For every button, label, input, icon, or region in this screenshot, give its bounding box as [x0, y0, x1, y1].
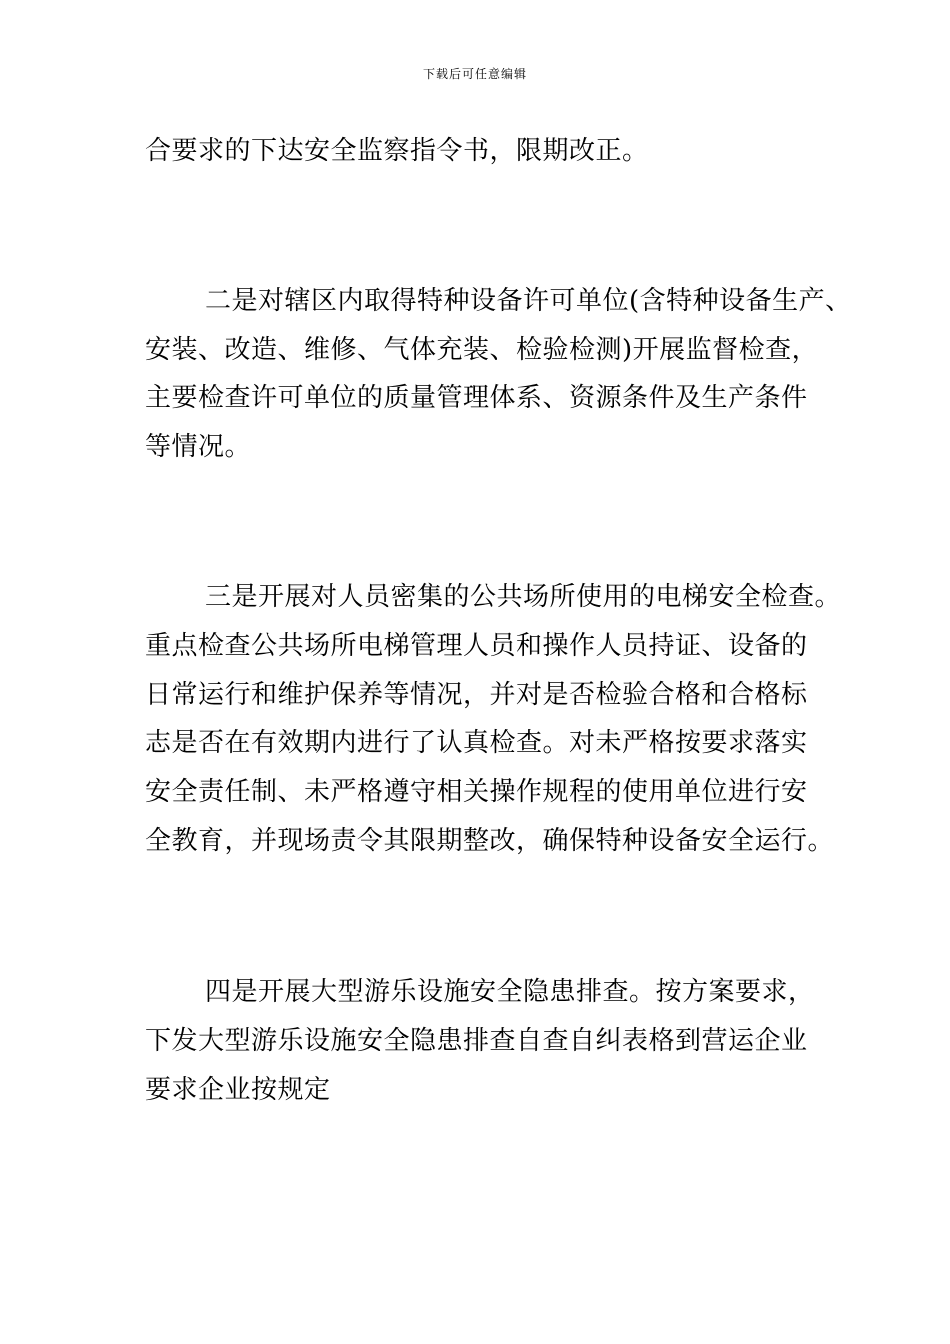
paragraph-line: 志是否在有效期内进行了认真检查。对未严格按要求落实	[145, 728, 808, 758]
paragraph-line: 合要求的下达安全监察指令书，限期改正。	[145, 136, 649, 166]
paragraph-line: 要求企业按规定	[145, 1075, 331, 1105]
paragraph-line: 三是开展对人员密集的公共场所使用的电梯安全检查。	[205, 582, 842, 612]
paragraph-line: 全教育，并现场责令其限期整改，确保特种设备安全运行。	[145, 826, 835, 856]
paragraph-line: 安全责任制、未严格遵守相关操作规程的使用单位进行安	[145, 777, 808, 807]
paragraph-line: 等情况。	[145, 432, 252, 462]
paragraph-line: 主要检查许可单位的质量管理体系、资源条件及生产条件	[145, 383, 808, 413]
paragraph-line: 安装、改造、维修、气体充装、检验检测)开展监督检查，	[145, 335, 819, 365]
paragraph-line: 日常运行和维护保养等情况，并对是否检验合格和合格标	[145, 680, 808, 710]
paragraph-line: 四是开展大型游乐设施安全隐患排查。按方案要求，	[205, 977, 815, 1007]
paragraph-line: 重点检查公共场所电梯管理人员和操作人员持证、设备的	[145, 631, 808, 661]
header-note: 下载后可任意编辑	[422, 67, 527, 81]
paragraph-line: 下发大型游乐设施安全隐患排查自查自纠表格到营运企业	[145, 1026, 808, 1056]
paragraph-line: 二是对辖区内取得特种设备许可单位(含特种设备生产、	[205, 286, 852, 316]
